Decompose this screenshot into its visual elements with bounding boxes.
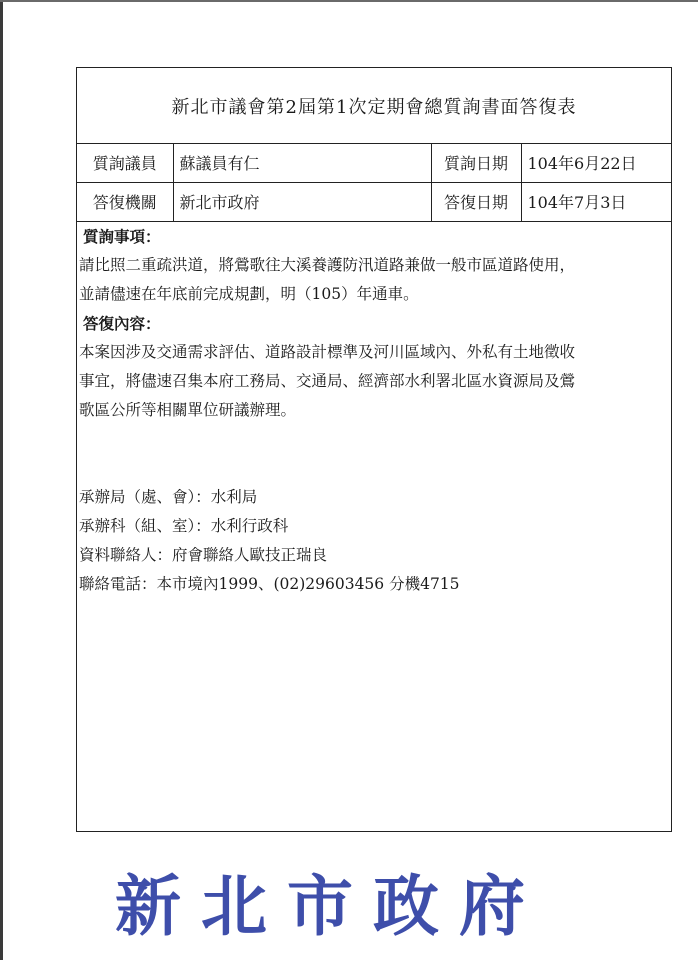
reply-form [76,67,672,832]
reply-date-label: 答復日期 [431,182,521,221]
form-meta-table [77,143,671,222]
reply-date-value: 104年7月3日 [521,182,671,221]
inquirer-label: 質詢議員 [77,143,173,182]
inquiry-date-label: 質詢日期 [431,143,521,182]
content-spacer [79,425,671,483]
contact-bureau: 承辦局（處、會）：水利局 [79,488,258,506]
reply-line: 事宜，將儘速召集本府工務局、交通局、經濟部水利署北區水資源局及鶯 [79,372,576,390]
inquiry-heading: 質詢事項： [83,227,161,246]
responder-value: 新北市政府 [173,182,431,221]
inquiry-line: 並請儘速在年底前完成規劃，明（105）年通車。 [79,285,419,303]
contact-phone: 聯絡電話：本市境內1999、(02)29603456 分機4715 [79,575,460,593]
responder-label: 答復機關 [77,182,173,221]
government-seal-stamp: 新北市政府 [115,867,545,945]
scan-edge-left [0,0,3,960]
reply-heading: 答復內容： [83,314,161,333]
meta-row-reply [77,182,671,221]
contact-liaison: 資料聯絡人：府會聯絡人歐技正瑞良 [79,546,328,564]
reply-line: 歌區公所等相關單位研議辦理。 [79,401,297,419]
inquiry-date-value: 104年6月22日 [521,143,671,182]
contact-section: 承辦科（組、室）：水利行政科 [79,517,289,535]
form-content [77,222,671,599]
inquirer-value: 蘇議員有仁 [173,143,431,182]
reply-line: 本案因涉及交通需求評估、道路設計標準及河川區域內、外私有土地徵收 [79,343,576,361]
scan-edge-top [0,0,698,2]
inquiry-line: 請比照二重疏洪道，將鶯歌往大溪養護防汛道路兼做一般市區道路使用， [79,256,576,274]
form-title: 新北市議會第2屆第1次定期會總質詢書面答復表 [77,68,671,144]
meta-row-inquiry [77,143,671,182]
